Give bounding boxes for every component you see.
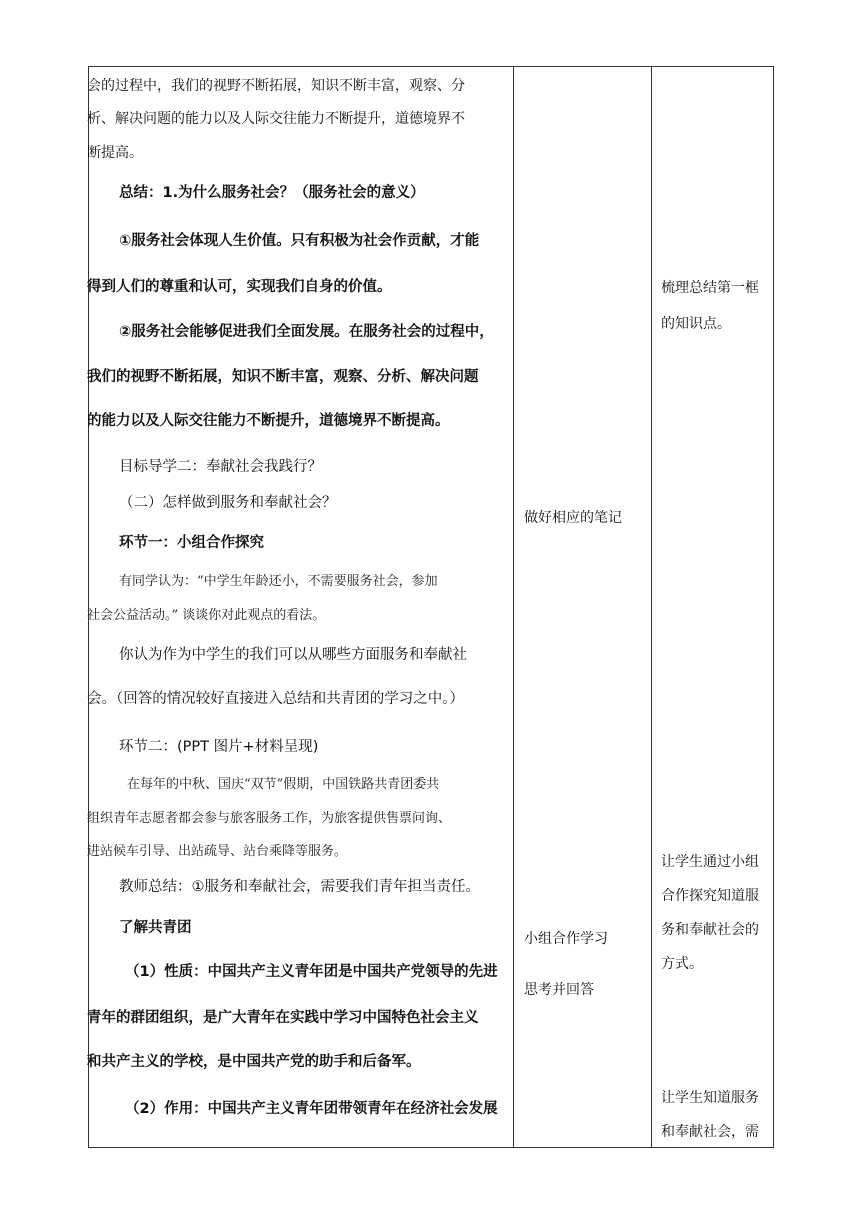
goal-heading: 目标导学二：奉献社会我践行？ [119, 459, 322, 475]
intent-text: 和奉献社会，需 [661, 1124, 759, 1140]
activity-text: 小组合作学习 [524, 931, 608, 947]
step-two-heading: 环节二：(PPT 图片+材料呈现) [119, 739, 319, 755]
text-line: 的能力以及人际交往能力不断提升，道德境界不断提高。 [87, 413, 450, 429]
text-line: ②服务社会能够促进我们全面发展。在服务社会的过程中， [119, 324, 494, 340]
intent-text: 梳理总结第一框 [661, 280, 759, 296]
text-line: 得到人们的尊重和认可，实现我们自身的价值。 [87, 279, 392, 295]
material-line: 组织青年志愿者都会参与旅客服务工作，为旅客提供售票问询、 [87, 811, 452, 826]
text-line: 会。（回答的情况较好直接进入总结和共青团的学习之中。） [87, 691, 464, 707]
column-divider [651, 67, 652, 1147]
quote-line: 社会公益活动。” 谈谈你对此观点的看法。 [87, 608, 326, 623]
intent-text: 方式。 [661, 956, 703, 972]
intent-text: 让学生知道服务 [661, 1090, 759, 1106]
text-line: 和共产主义的学校，是中国共产党的助手和后备军。 [87, 1054, 421, 1070]
summary-heading: 总结：1.为什么服务社会？（服务社会的意义） [119, 185, 425, 201]
lesson-plan-table [88, 66, 774, 1148]
intent-text: 合作探究知道服 [661, 888, 759, 904]
text-line: 我们的视野不断拓展，知识不断丰富，观察、分析、解决问题 [87, 369, 479, 385]
step-one-heading: 环节一：小组合作探究 [119, 535, 264, 551]
material-line: 在每年的中秋、国庆“双节”假期，中国铁路共青团委共 [127, 777, 440, 792]
quote-line: 有同学认为：“中学生年龄还小，不需要服务社会，参加 [119, 574, 438, 589]
activity-text: 思考并回答 [524, 982, 594, 998]
text-line: 会的过程中，我们的视野不断拓展，知识不断丰富，观察、分 [87, 78, 465, 94]
activity-text: 做好相应的笔记 [524, 510, 622, 526]
teacher-summary: 教师总结：①服务和奉献社会，需要我们青年担当责任。 [119, 879, 480, 895]
text-line: （1）性质：中国共产主义青年团是中国共产党领导的先进 [125, 964, 498, 980]
text-line: ①服务社会体现人生价值。只有积极为社会作贡献，才能 [119, 233, 480, 249]
section-heading: （二）怎样做到服务和奉献社会？ [119, 495, 337, 511]
league-heading: 了解共青团 [119, 920, 192, 936]
text-line: 析、解决问题的能力以及人际交往能力不断提升，道德境界不 [87, 111, 465, 127]
intent-text: 的知识点。 [661, 316, 731, 332]
column-divider [513, 67, 514, 1147]
text-line: 你认为作为中学生的我们可以从哪些方面服务和奉献社 [119, 647, 467, 663]
intent-text: 务和奉献社会的 [661, 922, 759, 938]
intent-text: 让学生通过小组 [661, 854, 759, 870]
text-line: 青年的群团组织，是广大青年在实践中学习中国特色社会主义 [87, 1010, 479, 1026]
text-line: （2）作用：中国共产主义青年团带领青年在经济社会发展 [125, 1101, 498, 1117]
material-line: 进站候车引导、出站疏导、站台乘降等服务。 [87, 844, 348, 859]
text-line: 断提高。 [87, 145, 143, 161]
